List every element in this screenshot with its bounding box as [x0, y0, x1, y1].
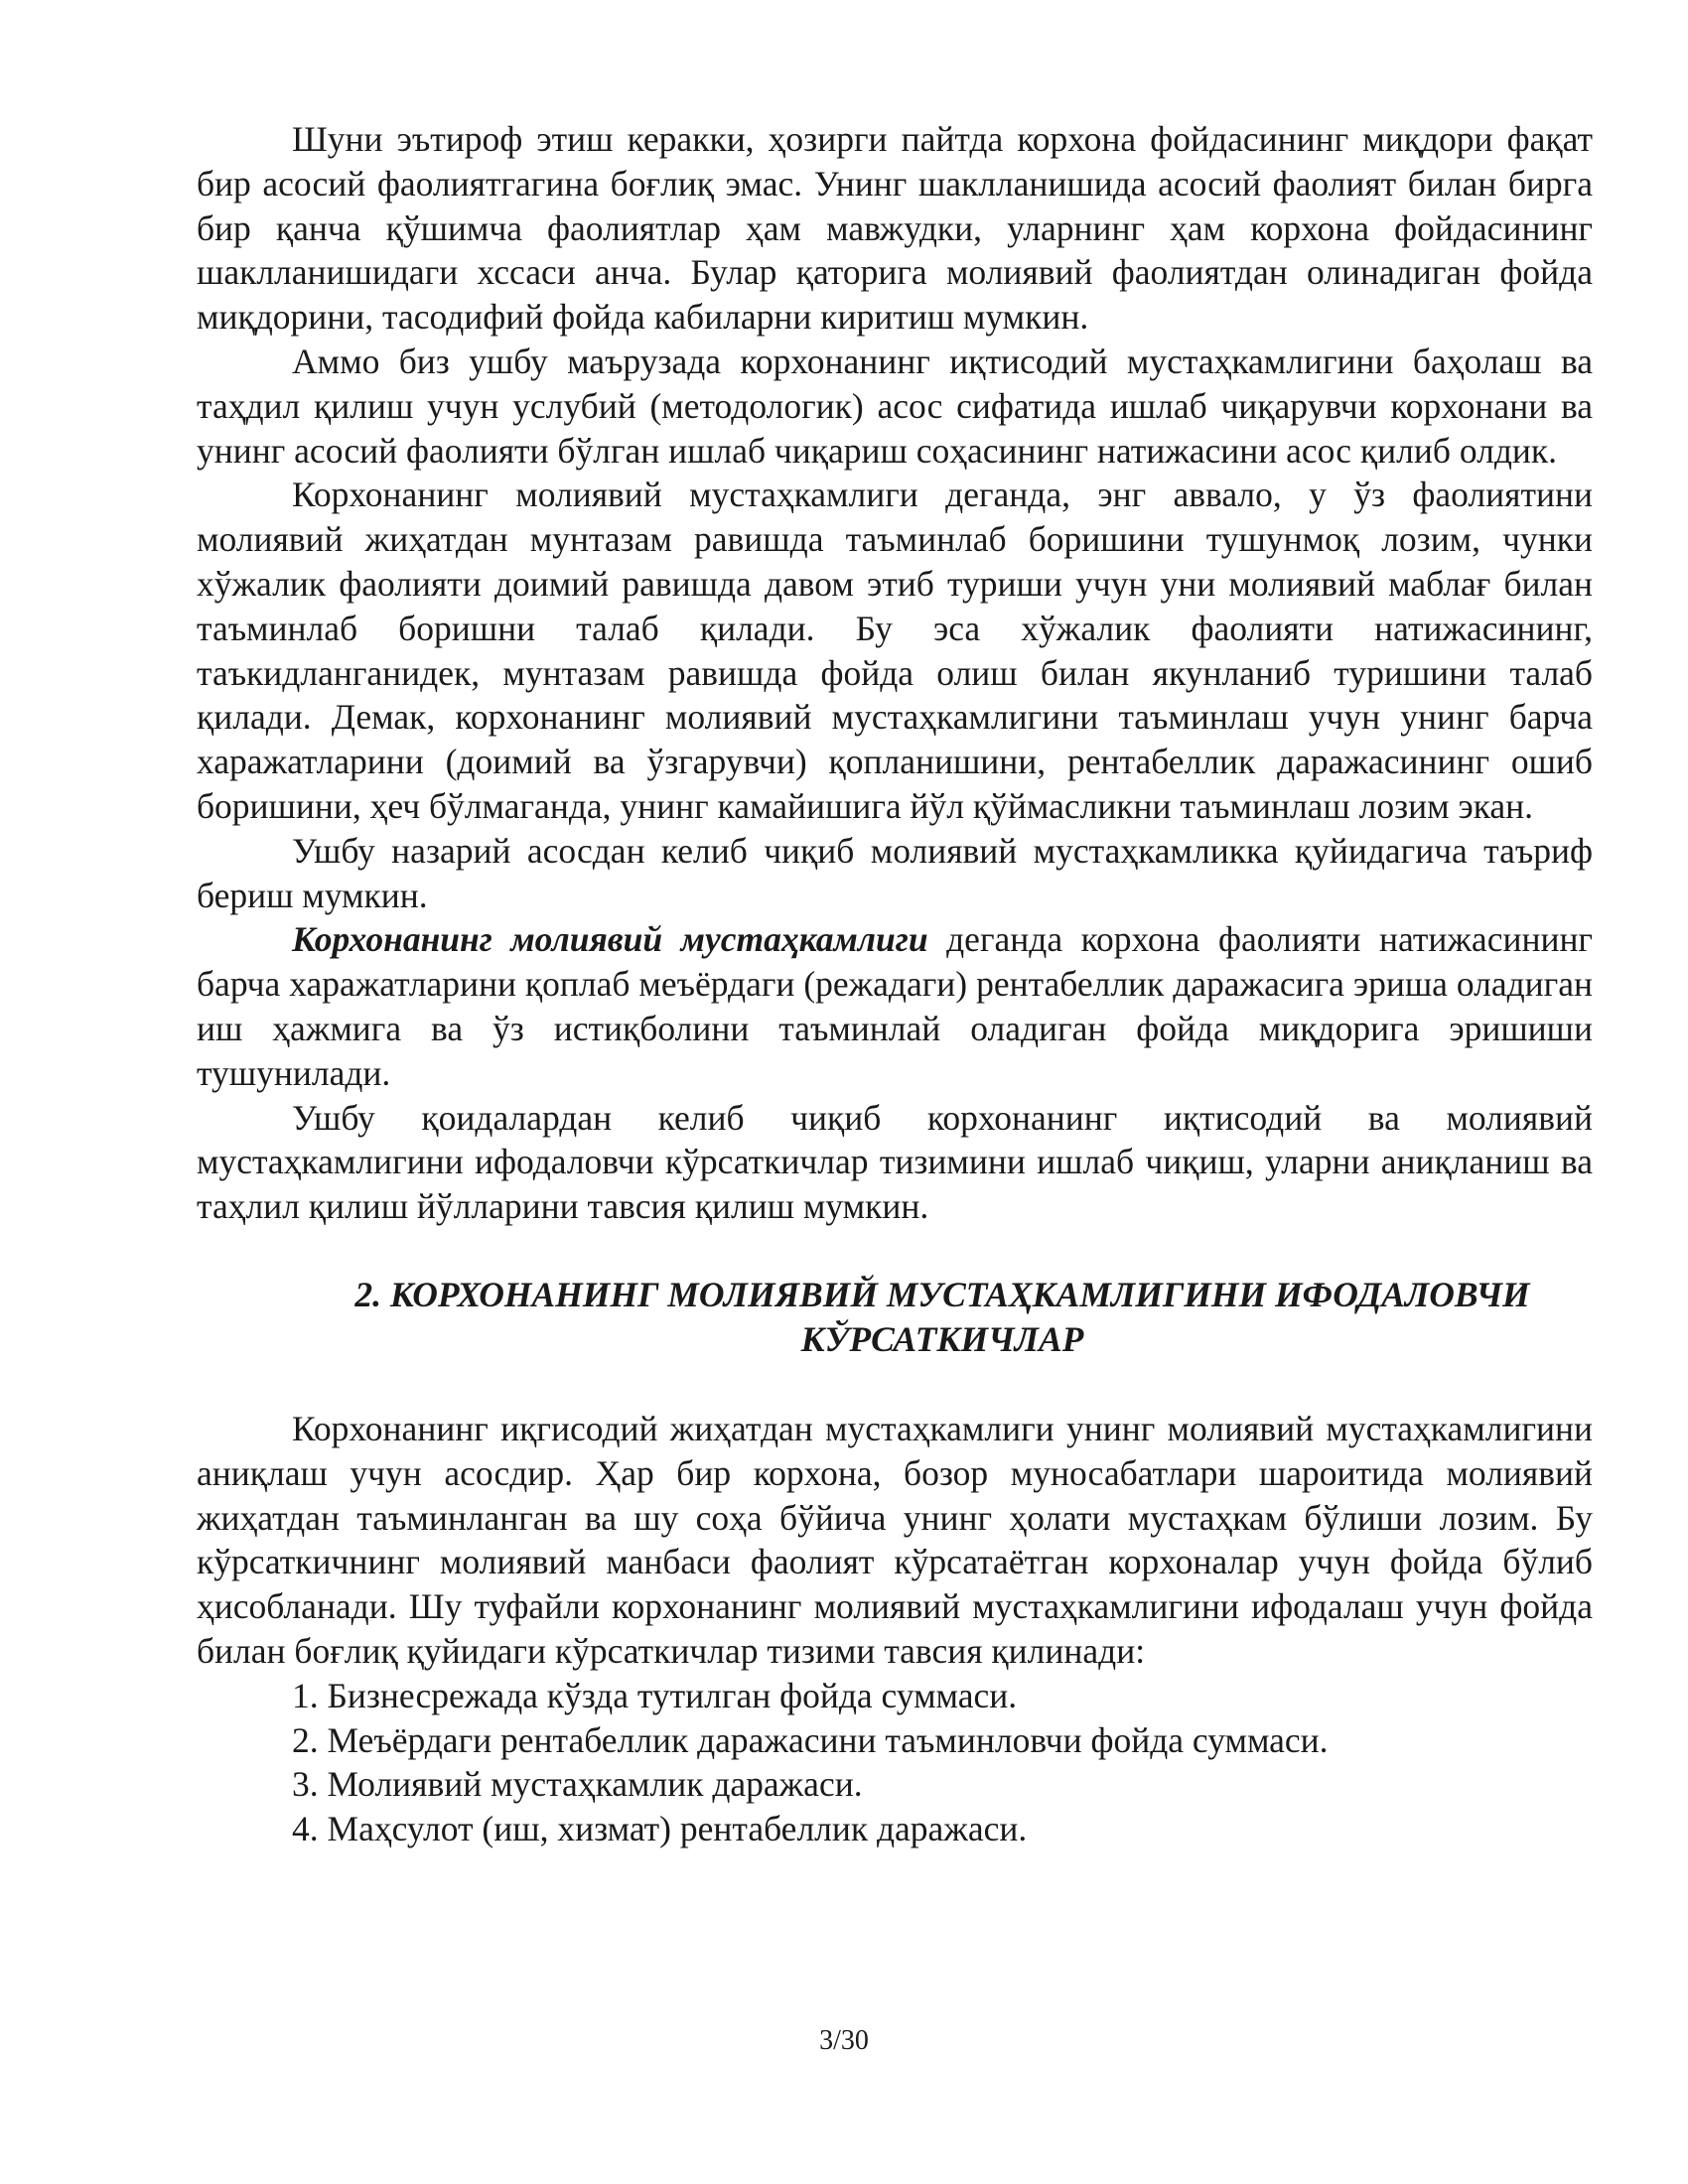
paragraph-profit-sources: Шуни эътироф этиш керакки, ҳозирги пайтда корхона фойдасининг миқдори фақат бир асосий фаолиятгагина боғлиқ эмас. Унинг шаклланишида асосий фаолият билан бирга бир қанча қўшимча фаолиятлар ҳам мавжудки, уларнинг ҳам корхона фойдасининг шаклланишидаги хссаси анча. Булар қаторига молиявий фаолиятдан олинадиган фойда миқдорини, тасодифий фойда кабиларни киритиш мумкин.	[197, 119, 1593, 338]
section-heading-line-2: КЎРСАТКИЧЛАР	[800, 1318, 1084, 1359]
paragraph-methodology: Аммо биз ушбу маърузада корхонанинг иқтисодий мустаҳкамлигини баҳолаш ва таҳдил қилиш учун услубий (методологик) асос сифатида ишлаб чиқарувчи корхонани ва унинг асосий фаолияти бўлган ишлаб чиқариш соҳасининг натижасини асос қилиб олдик.	[197, 341, 1593, 471]
list-item: 1. Бизнесрежада кўзда тутилган фойда суммаси.	[292, 1675, 1018, 1715]
paragraph-definition-intro: Ушбу назарий асосдан келиб чиқиб молиявий мустаҳкамликка қуйидагича таъриф бериш мумкин.	[197, 830, 1593, 915]
list-item: 3. Молиявий мустаҳкамлик даражаси.	[292, 1764, 863, 1805]
list-item: 4. Маҳсулот (иш, хизмат) рентабеллик даражаси.	[292, 1809, 1028, 1849]
paragraph-definition	[197, 917, 1593, 1095]
definition-text: деганда корхона фаолияти натижасининг барча харажатларини қоплаб меъёрдаги (режадаги) рентабеллик даражасига эриша оладиган иш ҳажмига ва ўз истиқболини таъминлай оладиган фойда миқдорига эришиши тушунилади.	[197, 919, 1593, 1093]
section-heading	[197, 1229, 1593, 1407]
paragraph-financial-stability: Корхонанинг молиявий мустаҳкамлиги деганда, энг аввало, у ўз фаолиятини молиявий жиҳатдан мунтазам равишда таъминлаб боришини тушунмоқ лозим, чунки хўжалик фаолияти доимий равишда давом этиб туриши учун уни молиявий маблағ билан таъминлаб боришни талаб қилади. Бу эса хўжалик фаолияти натижасининг, таъкидланганидек, мунтазам равишда фойда олиш билан якунланиб туришини талаб қилади. Демак, корхонанинг молиявий мустаҳкамлигини таъминлаш учун унинг барча харажатларини (доимий ва ўзгарувчи) қопланишини, рентабеллик даражасининг ошиб боришини, ҳеч бўлмаганда, унинг камайишига йўл қўймасликни таъминлаш лозим экан.	[197, 475, 1593, 826]
section-paragraph: Корхонанинг иқгисодий жиҳатдан мустаҳкамлиги унинг молиявий мустаҳкамлигини аниқлаш учун асосдир. Ҳар бир корхона, бозор муносабатлари шароитида молиявий жиҳатдан таъминланган ва шу соҳа бўйича унинг ҳолати мустаҳкам бўлиши лозим. Бу кўрсаткичнинг молиявий манбаси фаолият кўрсатаётган корхоналар учун фойда бўлиб ҳисобланади. Шу туфайли корхонанинг молиявий мустаҳкамлигини ифодалаш учун фойда билан боғлиқ қуйидаги кўрсаткичлар тизими тавсия қилинади:	[197, 1408, 1593, 1671]
document-page	[197, 117, 1593, 1851]
defined-term: Корхонанинг молиявий мустаҳкамлиги	[292, 919, 928, 960]
list-item: 2. Меъёрдаги рентабеллик даражасини таъминловчи фойда суммаси.	[292, 1719, 1329, 1760]
indicator-list	[197, 1674, 1593, 1851]
page-number: 3/30	[819, 2025, 869, 2056]
section-heading-line-1: 2. КОРХОНАНИНГ МОЛИЯВИЙ МУСТАҲКАМЛИГИНИ ИФОДАЛОВЧИ	[354, 1274, 1530, 1314]
paragraph-indicators-intro: Ушбу қоидалардан келиб чиқиб корхонанинг иқтисодий ва молиявий мустаҳкамлигини ифодаловчи кўрсаткичлар тизимини ишлаб чиқиш, уларни аниқланиш ва таҳлил қилиш йўлларини тавсия қилиш мумкин.	[197, 1097, 1593, 1227]
